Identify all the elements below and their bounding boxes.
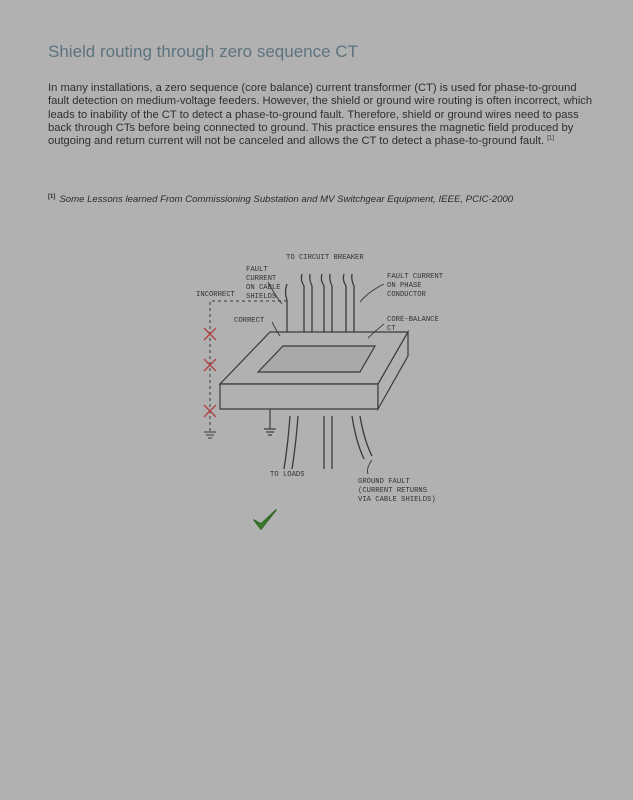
ground-symbol-icon xyxy=(264,429,276,435)
label-ground-fault: GROUND FAULT (CURRENT RETURNS VIA CABLE SHIELDS) xyxy=(358,478,436,504)
reference-note xyxy=(48,194,608,205)
ct-ring xyxy=(220,332,408,409)
correct-ground xyxy=(264,409,276,435)
label-core-balance-ct: CORE-BALANCE CT xyxy=(387,316,439,333)
crosses xyxy=(204,328,216,417)
label-fault-current-phase: FAULT CURRENT ON PHASE CONDUCTOR xyxy=(387,273,444,299)
load-cable-5 xyxy=(352,416,364,459)
label-to-loads: TO LOADS xyxy=(270,471,305,479)
label-incorrect: INCORRECT xyxy=(196,291,235,299)
load-cable-6 xyxy=(360,416,372,456)
leader-ground-fault xyxy=(368,460,373,474)
reference-text: Some Lessons learned From Commissioning Substation and MV Switchgear Equipment, IEEE, PCIC-2000 xyxy=(59,194,514,205)
paragraph-text: In many installations, a zero sequence (core balance) current transformer (CT) is used for phase-to-ground fault detection on medium-voltage feeders. However, the shield or ground wire routing is often incorrect, which leads to inability of the CT to detect a phase-to-ground fault. Therefore, shield or ground wires need to pass back through CTs before being connected to ground. This practice ensures the magnetic field produced by outgoing and return current will not be canceled and allows the CT to detect a phase-to-ground fault. xyxy=(48,82,593,148)
label-to-circuit-breaker: TO CIRCUIT BREAKER xyxy=(286,254,364,262)
ground-symbol-icon xyxy=(204,432,216,438)
leader-phase-current xyxy=(360,284,384,302)
check-mark-icon xyxy=(250,504,280,534)
paragraph-ref-marker: [1] xyxy=(547,135,554,142)
label-correct: CORRECT xyxy=(234,317,265,325)
cables-below xyxy=(284,416,372,469)
load-cable-1 xyxy=(284,416,290,469)
label-fault-current-shields: FAULT CURRENT ON CABLE SHIELDS xyxy=(246,266,281,301)
ct-front-face xyxy=(220,384,378,409)
load-cable-2 xyxy=(292,416,298,469)
reference-marker: [1] xyxy=(48,193,56,200)
body-paragraph xyxy=(48,82,596,148)
page-title: Shield routing through zero sequence CT xyxy=(48,42,358,61)
core-balance-ct-diagram xyxy=(190,244,460,534)
